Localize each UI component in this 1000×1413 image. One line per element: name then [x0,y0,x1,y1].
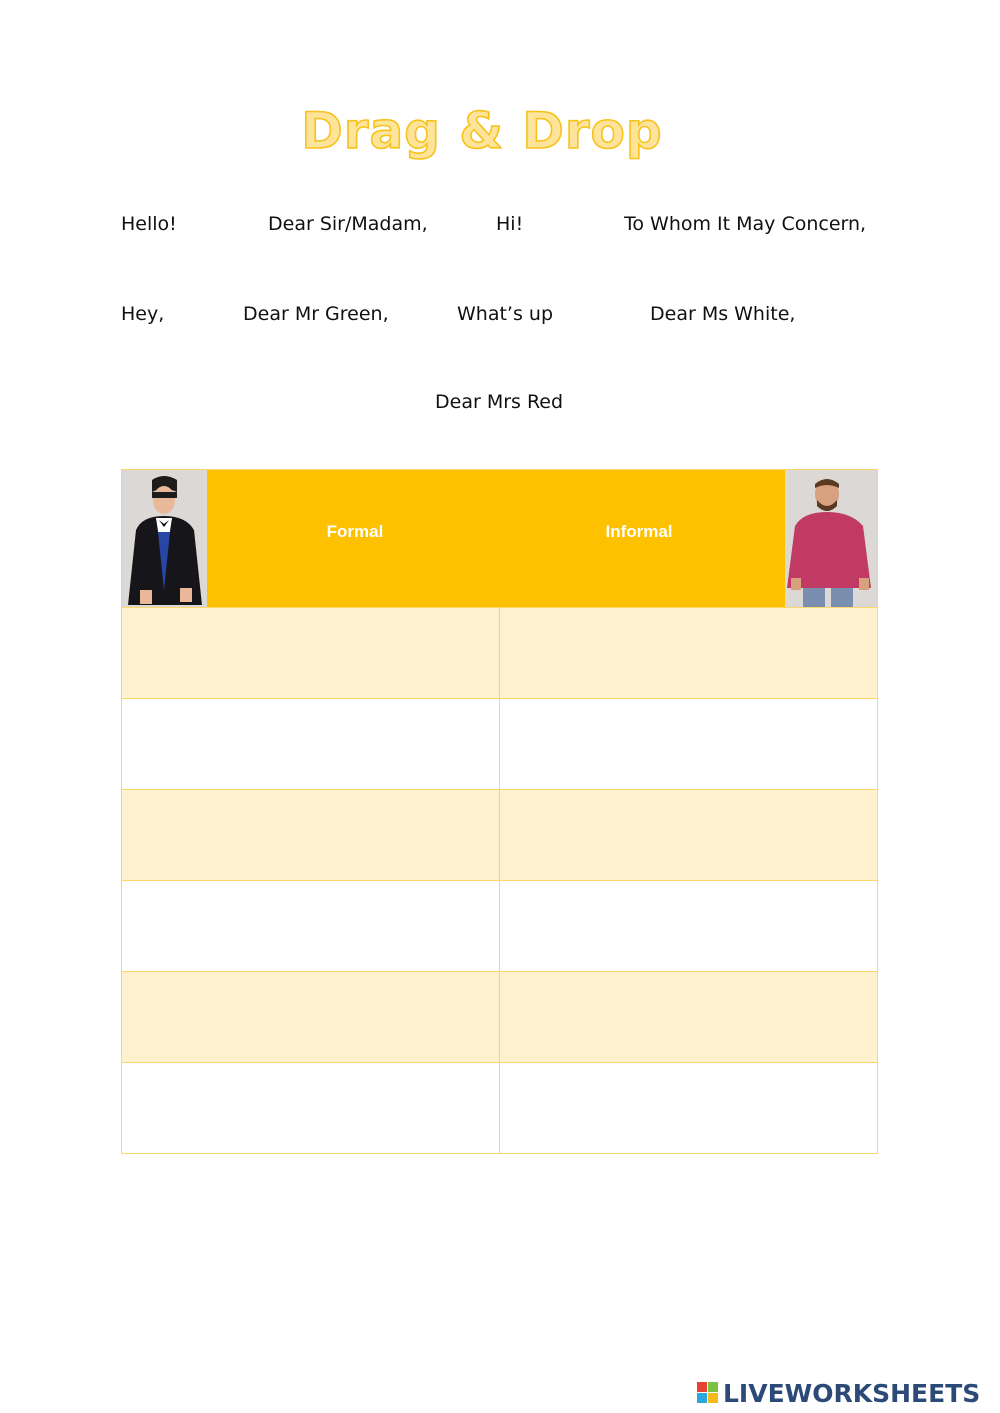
formal-person-image [122,470,207,607]
table-row [122,698,877,789]
draggable-word-dear-sir-madam[interactable]: Dear Sir/Madam, [268,213,428,235]
formal-drop-zone[interactable] [122,1063,500,1153]
formal-column-header: Formal [326,522,384,541]
worksheet-title: Drag & Drop [301,102,663,160]
informal-person-image [785,470,877,607]
informal-column-header: Informal [605,522,673,541]
informal-drop-zone[interactable] [500,881,877,971]
draggable-word-dear-mr-green[interactable]: Dear Mr Green, [243,303,389,325]
formal-drop-zone[interactable] [122,790,500,880]
formal-drop-zone[interactable] [122,881,500,971]
table-header [122,470,877,607]
draggable-word-dear-ms-white[interactable]: Dear Ms White, [650,303,796,325]
informal-drop-zone[interactable] [500,790,877,880]
informal-drop-zone[interactable] [500,699,877,789]
sorting-table [121,469,878,1154]
draggable-word-whats-up[interactable]: What’s up [457,303,554,325]
liveworksheets-logo-text: LIVEWORKSHEETS [723,1378,981,1408]
formal-drop-zone[interactable] [122,972,500,1062]
liveworksheets-logo-icon [697,1382,719,1404]
table-row [122,607,877,698]
table-row [122,880,877,971]
draggable-word-hey[interactable]: Hey, [121,303,165,325]
table-row [122,789,877,880]
informal-drop-zone[interactable] [500,1063,877,1153]
draggable-word-hi[interactable]: Hi! [496,213,524,235]
draggable-word-dear-mrs-red[interactable]: Dear Mrs Red [435,391,564,413]
draggable-word-hello[interactable]: Hello! [121,213,177,235]
draggable-word-to-whom[interactable]: To Whom It May Concern, [624,213,867,235]
informal-drop-zone[interactable] [500,608,877,698]
table-row [122,971,877,1062]
informal-drop-zone[interactable] [500,972,877,1062]
table-row [122,1062,877,1153]
formal-drop-zone[interactable] [122,699,500,789]
liveworksheets-logo [697,1376,980,1410]
formal-drop-zone[interactable] [122,608,500,698]
